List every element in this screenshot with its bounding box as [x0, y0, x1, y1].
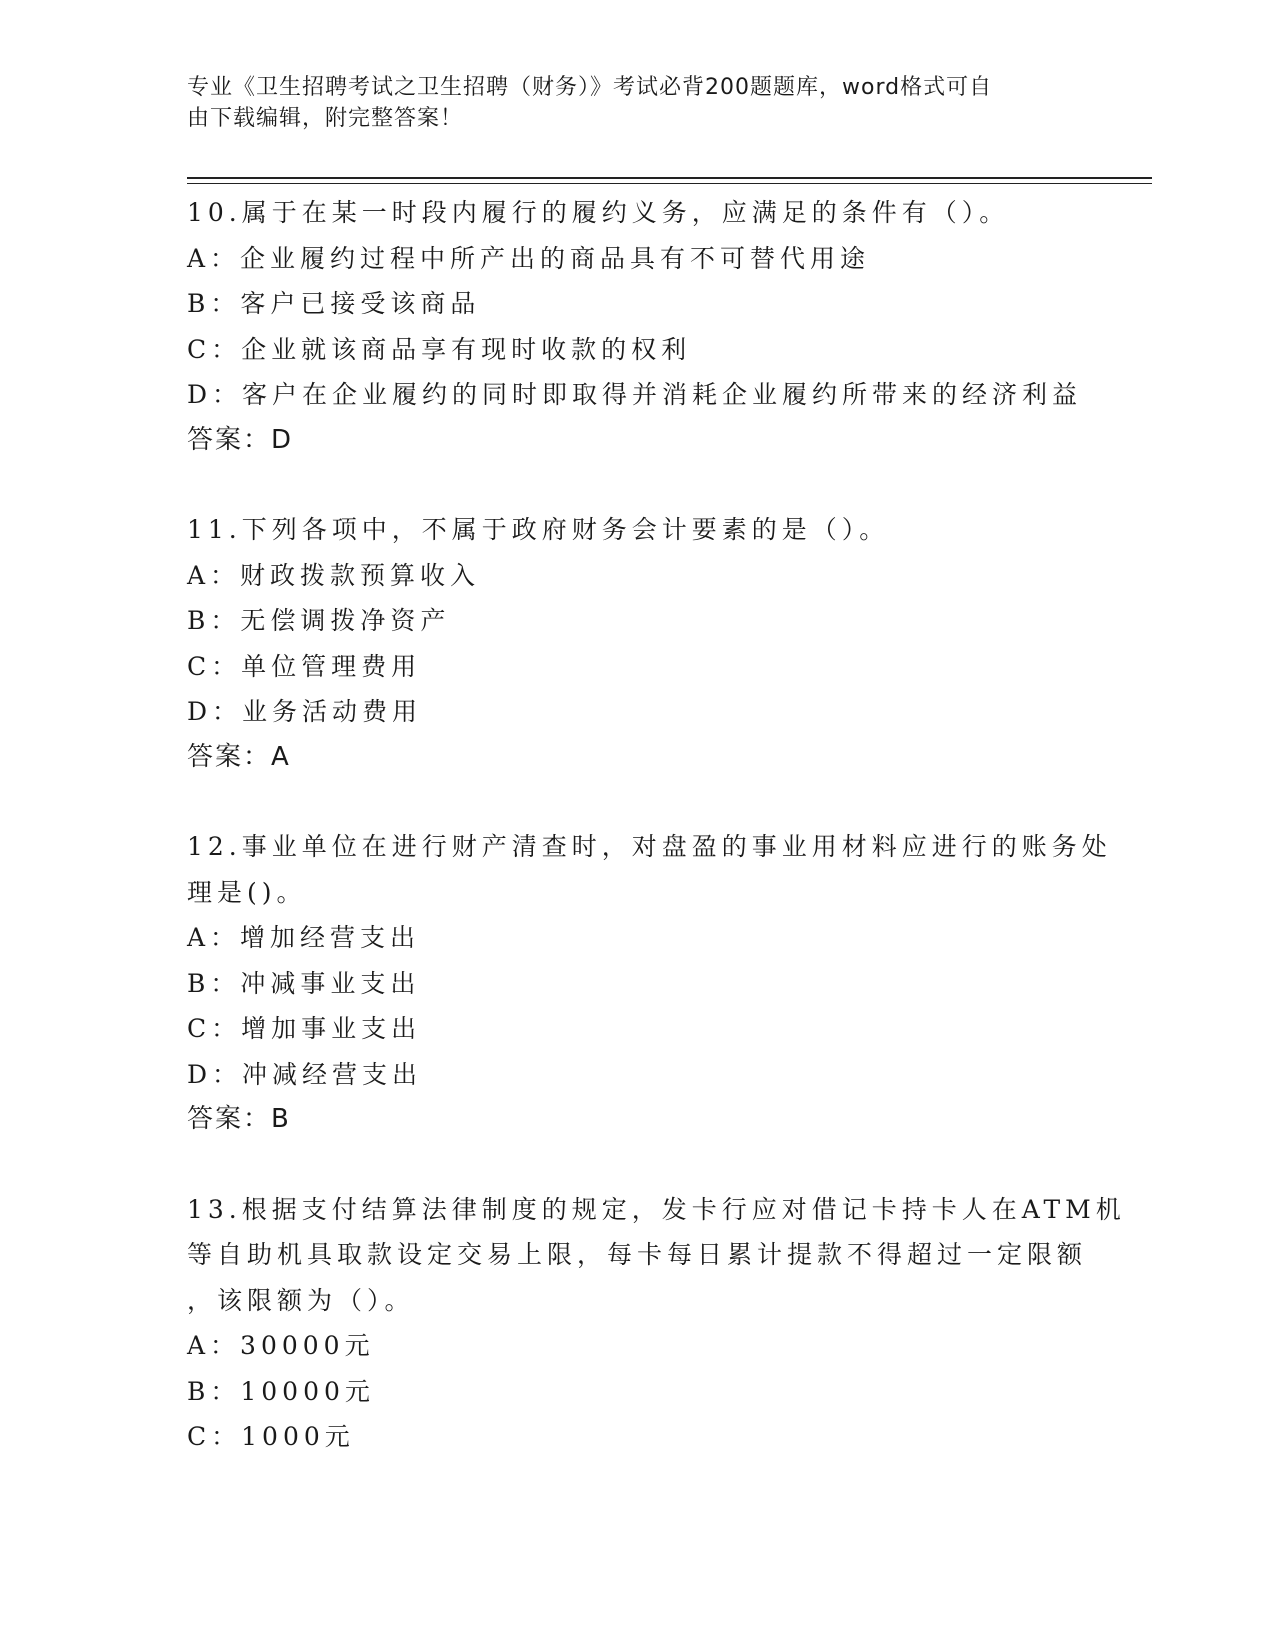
option-b: B：冲减事业支出: [187, 968, 421, 998]
question-stem: 11.下列各项中，不属于政府财务会计要素的是（）。: [187, 515, 890, 544]
header-rule-bottom: [187, 183, 1152, 184]
header-line-2: 由下载编辑，附完整答案！: [187, 106, 464, 131]
question-11: [187, 507, 1087, 780]
answer: 答案：D: [187, 424, 294, 455]
option-c: C：1000元: [187, 1422, 355, 1451]
question-stem-line-2: 等自助机具取款设定交易上限，每卡每日累计提款不得超过一定限额: [187, 1240, 1088, 1269]
question-list: [187, 190, 1126, 1460]
option-c: C：企业就该商品享有现时收款的权利: [187, 334, 692, 364]
option-c: C：增加事业支出: [187, 1014, 422, 1043]
question-stem-line-1: 12.事业单位在进行财产清查时，对盘盈的事业用材料应进行的账务处: [187, 832, 1112, 861]
question-12: [187, 824, 1112, 1143]
header-line-1: 专业《卫生招聘考试之卫生招聘（财务）》考试必背200题题库，word格式可自: [187, 75, 993, 100]
answer: 答案：B: [187, 1104, 291, 1134]
question-stem-line-2: 理是()。: [187, 877, 307, 907]
question-13: [187, 1187, 1126, 1460]
question-stem-line-1: 13.根据支付结算法律制度的规定，发卡行应对借记卡持卡人在ATM机: [187, 1194, 1126, 1224]
option-a: A：增加经营支出: [187, 923, 421, 952]
option-b: B：无偿调拨净资产: [187, 606, 451, 635]
question-stem: 10.属于在某一时段内履行的履约义务，应满足的条件有（）。: [187, 198, 1010, 227]
option-b: B：10000元: [187, 1376, 375, 1406]
option-a: A：30000元: [187, 1331, 375, 1360]
question-stem-line-3: ，该限额为（）。: [187, 1285, 415, 1315]
header-rule-top: [187, 177, 1152, 179]
document-header: [187, 72, 1067, 134]
option-d: D：客户在企业履约的同时即取得并消耗企业履约所带来的经济利益: [187, 380, 1083, 409]
option-a: A：企业履约过程中所产出的商品具有不可替代用途: [187, 243, 871, 273]
answer: 答案：A: [187, 741, 291, 772]
option-b: B：客户已接受该商品: [187, 289, 481, 318]
option-d: D：冲减经营支出: [187, 1059, 423, 1089]
option-a: A：财政拨款预算收入: [187, 560, 481, 590]
option-c: C：单位管理费用: [187, 651, 422, 681]
option-d: D：业务活动费用: [187, 697, 423, 726]
question-10: [187, 190, 1087, 463]
